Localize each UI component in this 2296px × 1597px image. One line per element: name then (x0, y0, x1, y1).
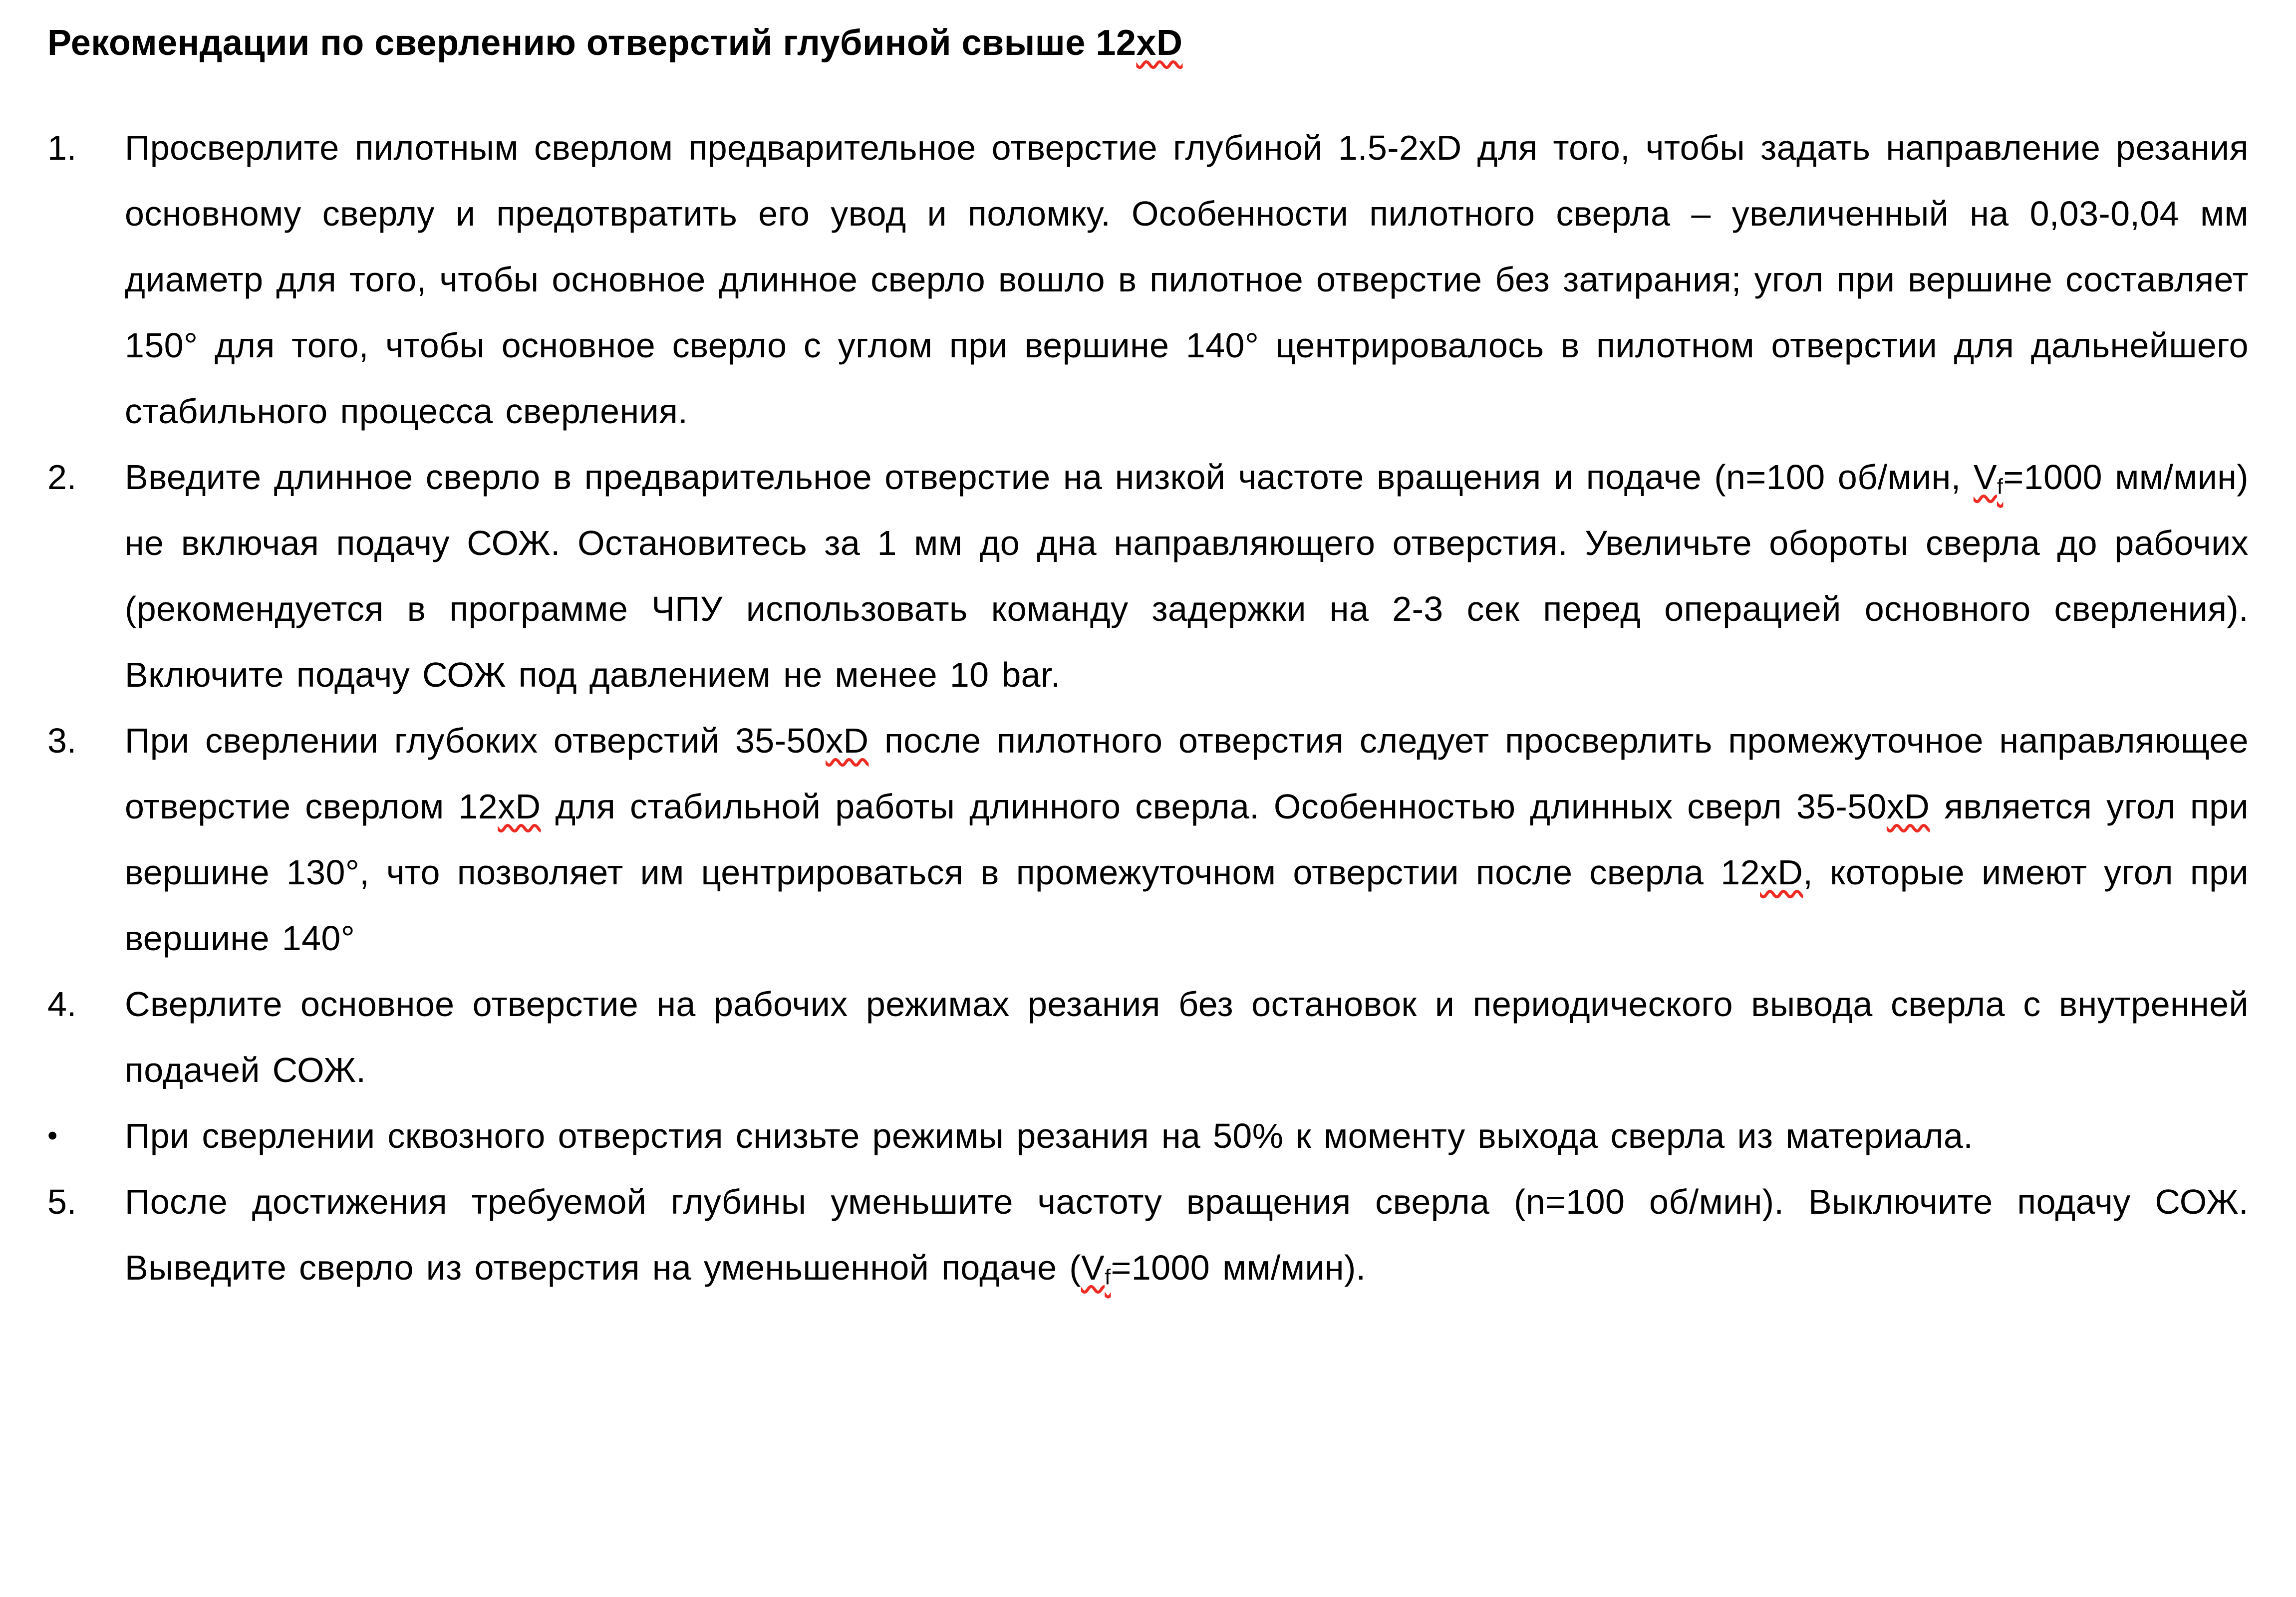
spellcheck-flagged-text: V (1973, 458, 1997, 497)
text-segment: Рекомендации по сверлению отверстий глубиной свыше 12 (47, 23, 1137, 63)
list-item-text (125, 115, 2249, 444)
list-item-number: 4. (47, 985, 77, 1024)
text-segment: является угол при вершине 130°, что позволяет им центрироваться в промежуточном отверстии после сверла 12 (125, 787, 2249, 892)
recommendations-list (47, 115, 2249, 1301)
text-segment: для стабильной работы длинного сверла. Особенностью длинных сверл 35-50 (541, 787, 1887, 826)
list-item-text (125, 1169, 2249, 1301)
text-segment: =1000 мм/мин) не включая подачу СОЖ. Остановитесь за 1 мм до дна направляющего отверстия. Увеличьте обороты сверла до рабочих (рекомендуется в программе ЧПУ использовать команду задержки на 2-3 сек перед операцией основного сверления). Включите подачу СОЖ под давлением не менее 10 bar. (125, 458, 2249, 694)
list-item-bullet: • (47, 1119, 58, 1152)
text-segment: =1000 мм/мин). (1111, 1248, 1366, 1287)
list-item-number: 1. (47, 128, 77, 167)
list-item (47, 444, 2249, 708)
spellcheck-flagged-text: xD (1886, 787, 1930, 826)
spellcheck-flagged-text: xD (1136, 23, 1183, 63)
text-segment: Введите длинное сверло в предварительное отверстие на низкой частоте вращения и подаче (n=100 об/мин, (125, 458, 1974, 497)
text-segment: После достижения требуемой глубины уменьшите частоту вращения сверла (n=100 об/мин). Выключите подачу СОЖ. Выведите сверло из отверстия на уменьшенной подаче ( (125, 1182, 2249, 1287)
list-item-text (125, 971, 2249, 1103)
list-item (47, 708, 2249, 971)
text-segment: При сверлении сквозного отверстия снизьте режимы резания на 50% к моменту выхода сверла из материала. (125, 1116, 1974, 1155)
list-item (47, 971, 2249, 1103)
text-segment: после пилотного отверстия следует просверлить промежуточное направляющее отверстие сверлом 12 (125, 721, 2249, 826)
list-item-number: 5. (47, 1182, 77, 1221)
list-item-text (125, 708, 2249, 971)
list-item (47, 115, 2249, 444)
list-item-number: 3. (47, 721, 77, 760)
spellcheck-flagged-text: f (1105, 1265, 1111, 1290)
list-item (47, 1103, 2249, 1169)
list-item-text (125, 1103, 2249, 1169)
spellcheck-flagged-text: V (1081, 1248, 1105, 1287)
spellcheck-flagged-text: xD (498, 787, 541, 826)
text-segment: Просверлите пилотным сверлом предварительное отверстие глубиной 1.5-2xD для того, чтобы задать направление резания основному сверлу и предотвратить его увод и поломку. Особенности пилотного сверла – увеличенный на 0,03-0,04 мм диаметр для того, чтобы основное длинное сверло вошло в пилотное отверстие без затирания; угол при вершине составляет 150° для того, чтобы основное сверло с углом при вершине 140° центрировалось в пилотном отверстии для дальнейшего стабильного процесса сверления. (125, 128, 2249, 431)
text-segment: Сверлите основное отверстие на рабочих режимах резания без остановок и периодического вывода сверла с внутренней подачей СОЖ. (125, 985, 2249, 1089)
list-item (47, 1169, 2249, 1301)
spellcheck-flagged-text: xD (1759, 853, 1803, 892)
list-item-number: 2. (47, 458, 77, 497)
list-item-text (125, 444, 2249, 708)
spellcheck-flagged-text: xD (826, 721, 869, 760)
text-segment: , которые имеют угол при вершине 140° (125, 853, 2249, 958)
document-title (47, 15, 2249, 71)
text-segment: При сверлении глубоких отверстий 35-50 (125, 721, 826, 760)
spellcheck-flagged-text: f (1997, 475, 2004, 499)
